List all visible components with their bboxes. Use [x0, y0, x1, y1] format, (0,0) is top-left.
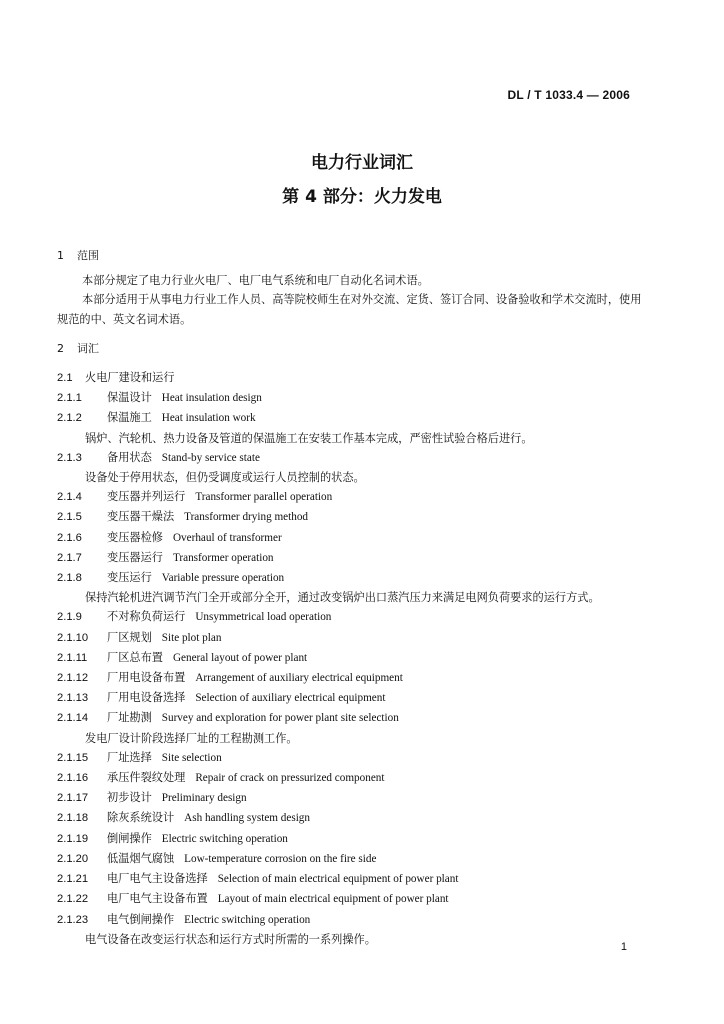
term-number: 2.1.10 [57, 631, 89, 644]
term-number: 2.1.21 [57, 873, 89, 886]
term-number: 2.1.22 [57, 893, 89, 906]
term-english: Heat insulation work [161, 412, 256, 425]
term-chinese: 保温设计 [107, 391, 152, 405]
page-number: 1 [620, 941, 627, 953]
term-english: Variable pressure operation [161, 572, 285, 585]
term-entry [57, 849, 647, 869]
term-entry [57, 628, 647, 648]
term-english: Unsymmetrical load operation [195, 611, 332, 624]
term-english: Layout of main electrical equipment of power plant [217, 893, 449, 906]
term-number: 2.1.13 [57, 692, 89, 705]
term-english: Transformer drying method [184, 511, 309, 524]
term-definition: 电气设备在改变运行状态和运行方式时所需的一系列操作。 [85, 932, 376, 946]
term-english: Transformer parallel operation [195, 491, 333, 504]
term-entry [57, 829, 647, 849]
term-english: Selection of auxiliary electrical equipment [195, 692, 386, 705]
term-entry [57, 768, 647, 788]
term-chinese: 变压器并列运行 [107, 490, 186, 504]
term-number: 2.1.14 [57, 712, 89, 725]
term-chinese: 倒闸操作 [107, 831, 152, 845]
term-english: Selection of main electrical equipment of power plant [217, 873, 459, 886]
term-chinese: 初步设计 [107, 791, 152, 805]
subsection-heading [57, 368, 647, 388]
term-entry [57, 607, 647, 627]
section-title: 词汇 [77, 341, 99, 355]
term-number: 2.1.9 [57, 611, 82, 624]
term-entry [57, 668, 647, 688]
term-entry [57, 507, 647, 527]
term-entry [57, 910, 647, 930]
term-chinese: 变压器干燥法 [107, 510, 175, 524]
term-definition: 保持汽轮机进汽调节汽门全开或部分全开，通过改变锅炉出口蒸汽压力来满足电网负荷要求的运行方式。 [85, 591, 600, 605]
term-english: Repair of crack on pressurized component [195, 772, 385, 785]
term-definition: 设备处于停用状态，但仍受调度或运行人员控制的状态。 [85, 471, 365, 485]
term-entry [57, 568, 647, 588]
term-english: Overhaul of transformer [172, 531, 282, 544]
term-chinese: 电厂电气主设备选择 [107, 872, 208, 886]
term-number: 2.1.5 [57, 511, 82, 524]
term-english: Electric switching operation [184, 913, 311, 926]
term-entry [57, 889, 647, 909]
term-number: 2.1.11 [57, 651, 88, 664]
term-entry [57, 708, 647, 728]
scope-paragraph-1: 本部分规定了电力行业火电厂、电厂电气系统和电厂自动化名词术语。 [82, 274, 429, 288]
term-number: 2.1.8 [57, 572, 82, 585]
term-number: 2.1.18 [57, 812, 89, 825]
term-entry [57, 788, 647, 808]
subsection-number: 2.1 [57, 372, 73, 385]
term-number: 2.1.16 [57, 772, 89, 785]
term-english: Site selection [161, 751, 222, 764]
term-chinese: 变压器运行 [107, 550, 163, 564]
term-english: Arrangement of auxiliary electrical equipment [195, 672, 403, 685]
term-entry [57, 528, 647, 548]
term-entry [57, 648, 647, 668]
section-number: 1 [57, 249, 64, 262]
term-definition: 发电厂设计阶段选择厂址的工程勘测工作。 [85, 731, 298, 745]
term-english: Survey and exploration for power plant site selection [161, 712, 399, 725]
term-entry [57, 448, 647, 468]
term-english: General layout of power plant [172, 651, 308, 664]
term-entry [57, 487, 647, 507]
term-number: 2.1.12 [57, 672, 89, 685]
term-number: 2.1.4 [57, 491, 82, 504]
term-english: Stand-by service state [161, 451, 260, 464]
term-chinese: 厂址勘测 [107, 711, 152, 725]
term-entry [57, 808, 647, 828]
term-chinese: 厂用电设备布置 [107, 671, 186, 685]
term-chinese: 备用状态 [107, 450, 152, 464]
term-chinese: 厂区规划 [107, 630, 152, 644]
term-number: 2.1.15 [57, 751, 89, 764]
term-definition: 锅炉、汽轮机、热力设备及管道的保温施工在安装工作基本完成，严密性试验合格后进行。 [85, 431, 533, 445]
term-english: Heat insulation design [161, 392, 262, 405]
term-english: Transformer operation [172, 551, 274, 564]
term-english: Ash handling system design [184, 812, 310, 825]
section-heading-scope [57, 246, 647, 265]
term-chinese: 不对称负荷运行 [107, 610, 186, 624]
section-number: 2 [57, 341, 64, 355]
document-code: DL / T 1033.4 — 2006 [507, 88, 630, 102]
term-chinese: 电气倒闸操作 [107, 912, 175, 926]
term-chinese: 保温施工 [107, 411, 152, 425]
document-subtitle: 第 4 部分：火力发电 [282, 187, 442, 207]
term-chinese: 承压件裂纹处理 [107, 771, 186, 785]
document-title: 电力行业词汇 [311, 153, 413, 173]
term-number: 2.1.6 [57, 531, 82, 544]
term-chinese: 变压器检修 [107, 530, 163, 544]
term-list [57, 388, 647, 949]
term-number: 2.1.17 [57, 792, 89, 805]
term-number: 2.1.7 [57, 551, 82, 564]
term-chinese: 变压运行 [107, 571, 152, 585]
term-english: Preliminary design [161, 792, 247, 805]
term-entry [57, 388, 647, 408]
term-number: 2.1.1 [57, 392, 82, 405]
document-body [57, 246, 647, 949]
term-number: 2.1.20 [57, 852, 89, 865]
section-title: 范围 [77, 249, 99, 262]
term-english: Electric switching operation [161, 832, 288, 845]
term-chinese: 电厂电气主设备布置 [107, 892, 208, 906]
term-english: Low-temperature corrosion on the fire side [184, 852, 377, 865]
term-entry [57, 408, 647, 428]
term-entry [57, 869, 647, 889]
term-entry [57, 548, 647, 568]
term-chinese: 厂区总布置 [107, 650, 163, 664]
term-entry [57, 748, 647, 768]
term-number: 2.1.19 [57, 832, 89, 845]
subsection-title: 火电厂建设和运行 [85, 371, 175, 385]
term-english: Site plot plan [161, 631, 222, 644]
section-heading-vocabulary [57, 339, 647, 358]
term-number: 2.1.23 [57, 913, 89, 926]
term-entry [57, 688, 647, 708]
term-chinese: 除灰系统设计 [107, 811, 175, 825]
term-chinese: 厂用电设备选择 [107, 691, 186, 705]
scope-paragraph-2: 本部分适用于从事电力行业工作人员、高等院校师生在对外交流、定货、签订合同、设备验收和学术交流时，使用规范的中、英文名词术语。 [57, 293, 642, 326]
term-number: 2.1.3 [57, 451, 82, 464]
term-chinese: 低温烟气腐蚀 [107, 851, 175, 865]
term-number: 2.1.2 [57, 412, 82, 425]
term-chinese: 厂址选择 [107, 750, 152, 764]
